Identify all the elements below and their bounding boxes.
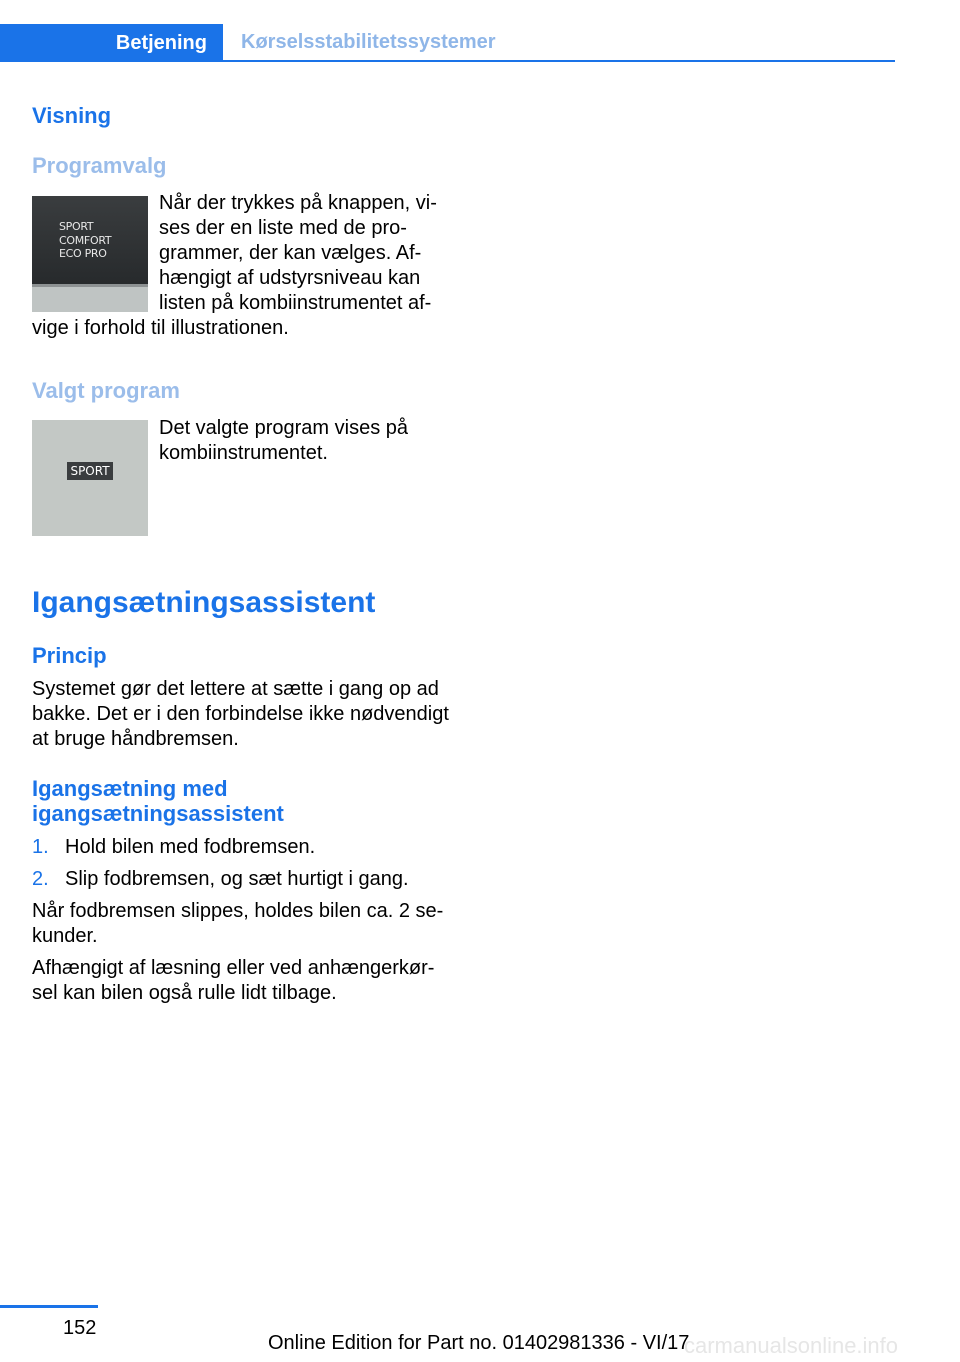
programvalg-text-5: listen på kombiinstrumentet af‐ <box>159 292 432 314</box>
page-header <box>0 24 895 62</box>
heading-princip: Princip <box>32 643 107 668</box>
release-text-1: Når fodbremsen slippes, holdes bilen ca. 2 se‐ <box>32 900 444 922</box>
list-item <box>32 835 409 867</box>
heading-visning: Visning <box>32 103 112 128</box>
programvalg-text-3: grammer, der kan vælges. Af‐ <box>159 242 422 264</box>
program-eco-pro: ECO PRO <box>59 247 107 260</box>
step-text: Slip fodbremsen, og sæt hurtigt i gang. <box>65 868 409 890</box>
edition-footer: Online Edition for Part no. 01402981336 - VI/17 <box>268 1332 690 1354</box>
valgt-program-text-2: kombiinstrumentet. <box>159 442 328 464</box>
step-text: Hold bilen med fodbremsen. <box>65 836 316 858</box>
step-number: 2. <box>32 868 49 890</box>
release-text-2: kunder. <box>32 925 98 947</box>
program-comfort: COMFORT <box>59 233 112 247</box>
program-sport: SPORT <box>59 220 94 233</box>
princip-text-3: at bruge håndbremsen. <box>32 728 239 750</box>
list-item <box>32 867 409 899</box>
princip-text-2: bakke. Det er i den forbindelse ikke nødvendigt <box>32 703 449 725</box>
heading-programvalg: Programvalg <box>32 153 167 178</box>
heading-igangsaetning-1: Igangsætning med <box>32 776 228 801</box>
heading-igangsaetning-2: igangsætningsassistent <box>32 801 284 826</box>
programvalg-text-6: vige i forhold til illustrationen. <box>32 317 289 339</box>
step-number: 1. <box>32 836 49 858</box>
program-list-illustration <box>32 196 148 312</box>
heading-igangsaetningsassistent: Igangsætningsassistent <box>32 586 376 619</box>
selected-program-illustration <box>32 420 148 536</box>
steps-list <box>32 835 409 899</box>
programvalg-text-1: Når der trykkes på knappen, vi‐ <box>159 192 437 214</box>
section-tab: Kørselsstabilitetssystemer <box>223 24 895 62</box>
watermark: carmanualsonline.info <box>684 1333 899 1358</box>
program-menu <box>59 220 111 261</box>
page-number-rule <box>0 1305 98 1308</box>
programvalg-text-2: ses der en liste med de pro‐ <box>159 217 407 239</box>
programvalg-text-4: hængigt af udstyrsniveau kan <box>159 267 421 289</box>
display-bar <box>32 284 148 287</box>
sport-badge: SPORT <box>67 462 113 480</box>
page-number: 152 <box>63 1317 97 1339</box>
load-text-1: Afhængigt af læsning eller ved anhængerkør‐ <box>32 957 435 979</box>
load-text-2: sel kan bilen også rulle lidt tilbage. <box>32 982 337 1004</box>
heading-valgt-program: Valgt program <box>32 378 180 403</box>
chapter-tab: Betjening <box>0 24 223 62</box>
princip-text-1: Systemet gør det lettere at sætte i gang op ad <box>32 678 439 700</box>
valgt-program-text-1: Det valgte program vises på <box>159 417 409 439</box>
